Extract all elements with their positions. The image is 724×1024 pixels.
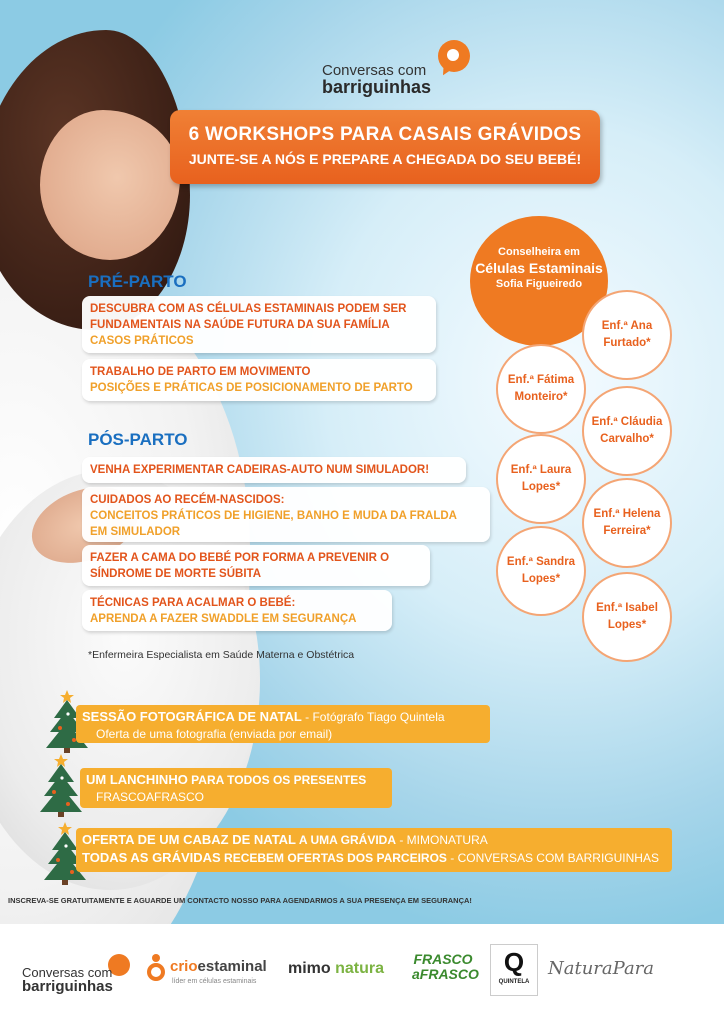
- perk-tail: - MIMONATURA: [396, 833, 488, 847]
- frasco-line1: FRASCO: [413, 951, 473, 967]
- workshop-line: SÍNDROME DE MORTE SÚBITA: [90, 568, 262, 580]
- workshop-line: FUNDAMENTAIS NA SAÚDE FUTURA DA SUA FAMÍLIA: [90, 319, 390, 331]
- perk-offers: [76, 828, 672, 872]
- perk-rest: RECEBEM OFERTAS DOS PARCEIROS: [220, 851, 447, 865]
- workshop-car-seats: [82, 457, 466, 483]
- title-banner: [170, 110, 600, 184]
- nurse-circle: [582, 290, 672, 380]
- nurse-surname: Furtado*: [603, 337, 651, 349]
- nurse-circle: [582, 386, 672, 476]
- mimo-part: mimo: [288, 960, 336, 977]
- crioestaminal-mark-icon: [146, 952, 166, 982]
- workshop-baby-bed: [82, 545, 430, 586]
- sponsor-conversas-line1: Conversas com: [22, 965, 113, 980]
- sponsor-naturapara-logo: NaturaPara: [548, 958, 655, 979]
- nurse-title: Enf.ª Laura: [510, 464, 572, 476]
- workshop-newborn-care: [82, 487, 490, 542]
- nurse-circle: [582, 478, 672, 568]
- workshop-labor: [82, 359, 436, 401]
- frasco-line2: aFRASCO: [412, 966, 479, 982]
- nurse-circle: [496, 434, 586, 524]
- workshop-subline: POSIÇÕES E PRÁTICAS DE POSICIONAMENTO DE PARTO: [90, 382, 413, 394]
- workshop-line: FAZER A CAMA DO BEBÉ POR FORMA A PREVENIR O: [90, 552, 390, 564]
- sponsor-conversas-logo: [22, 948, 132, 998]
- perk-rest: A UMA GRÁVIDA: [296, 833, 396, 847]
- logo-line1: Conversas com: [322, 62, 427, 79]
- sponsor-mimonatura-logo: [288, 960, 384, 978]
- perk-photo-session: [76, 705, 490, 743]
- workshop-line: DESCUBRA COM AS CÉLULAS ESTAMINAIS PODEM SER: [90, 303, 407, 315]
- nurse-title: Enf.ª Helena: [593, 508, 661, 520]
- sponsor-crioestaminal-logo: [146, 952, 274, 992]
- nurse-surname: Lopes*: [607, 619, 647, 631]
- quintela-name: QUINTELA: [498, 979, 530, 985]
- nurse-circle: [582, 572, 672, 662]
- nurse-surname: Lopes*: [521, 481, 561, 493]
- nurse-title: Enf.ª Cláudia: [591, 416, 663, 428]
- workshop-calm-baby: [82, 590, 392, 631]
- nurse-title: Enf.ª Fátima: [507, 374, 575, 386]
- posparto-heading: PÓS-PARTO: [88, 430, 188, 449]
- banner-subtitle: JUNTE-SE A NÓS E PREPARE A CHEGADA DO SEU BEBÉ!: [188, 151, 582, 167]
- perk-rest: - Fotógrafo Tiago Quintela: [301, 710, 445, 724]
- crio-tagline: líder em células estaminais: [172, 978, 257, 985]
- christmas-tree-icon: [38, 752, 84, 818]
- quintela-mark: Q: [503, 947, 525, 977]
- workshop-stem-cells: [82, 296, 436, 353]
- perk-bold: OFERTA DE UM CABAZ DE NATAL: [82, 832, 296, 847]
- advisor-title: Células Estaminais: [475, 260, 603, 276]
- perk-tail: - CONVERSAS COM BARRIGUINHAS: [446, 851, 659, 865]
- nurse-circle: [496, 526, 586, 616]
- workshop-subline: APRENDA A FAZER SWADDLE EM SEGURANÇA: [90, 613, 357, 625]
- workshop-subline: EM SIMULADOR: [90, 526, 181, 538]
- perk-line2: FRASCOAFRASCO: [96, 790, 205, 804]
- conversas-logo: [322, 40, 472, 102]
- workshop-subline: CONCEITOS PRÁTICOS DE HIGIENE, BANHO E MUDA DA FRALDA: [90, 510, 457, 522]
- nurse-circle: [496, 344, 586, 434]
- perk-rest: PARA TODOS OS PRESENTES: [187, 773, 367, 787]
- workshop-line: VENHA EXPERIMENTAR CADEIRAS-AUTO NUM SIMULADOR!: [90, 464, 430, 476]
- workshop-line: TRABALHO DE PARTO EM MOVIMENTO: [90, 366, 311, 378]
- nurse-title: Enf.ª Ana: [601, 320, 653, 332]
- perk-bold: SESSÃO FOTOGRÁFICA DE NATAL: [82, 709, 302, 724]
- registration-note: INSCREVA-SE GRATUITAMENTE E AGUARDE UM CONTACTO NOSSO PARA AGENDARMOS A SUA PRESENÇA EM SEGURANÇA!: [8, 896, 472, 905]
- footnote: *Enfermeira Especialista em Saúde Materna e Obstétrica: [88, 649, 355, 661]
- nurse-title: Enf.ª Isabel: [596, 602, 658, 614]
- estaminal-part: estaminal: [197, 958, 267, 975]
- banner-title: 6 WORKSHOPS PARA CASAIS GRÁVIDOS: [188, 124, 582, 145]
- workshop-subline: CASOS PRÁTICOS: [90, 335, 194, 347]
- sponsor-quintela-logo: [490, 944, 538, 996]
- nurse-surname: Monteiro*: [514, 391, 568, 403]
- preparto-heading: PRÉ-PARTO: [88, 272, 187, 291]
- perk-line2: Oferta de uma fotografia (enviada por email): [96, 727, 333, 741]
- nurse-surname: Carvalho*: [600, 433, 654, 445]
- advisor-name: Sofia Figueiredo: [495, 278, 583, 290]
- nurse-surname: Ferreira*: [603, 525, 651, 537]
- nurse-surname: Lopes*: [521, 573, 561, 585]
- logo-line2: barriguinhas: [322, 77, 432, 97]
- natura-part: natura: [335, 960, 385, 977]
- sponsors-bar: [0, 924, 724, 1024]
- sponsor-conversas-line2: barriguinhas: [22, 978, 113, 995]
- perk-snack: [80, 768, 392, 808]
- nurse-title: Enf.ª Sandra: [506, 556, 576, 568]
- perk-bold: UM LANCHINHO: [86, 772, 188, 787]
- workshop-line: TÉCNICAS PARA ACALMAR O BEBÉ:: [90, 597, 296, 609]
- advisor-role: Conselheira em: [498, 246, 580, 258]
- workshop-line: CUIDADOS AO RECÉM-NASCIDOS:: [90, 494, 285, 506]
- perk-bold: TODAS AS GRÁVIDAS: [82, 850, 221, 865]
- sponsor-frascoafrasco-logo: [412, 951, 479, 982]
- crio-part: crio: [170, 958, 198, 975]
